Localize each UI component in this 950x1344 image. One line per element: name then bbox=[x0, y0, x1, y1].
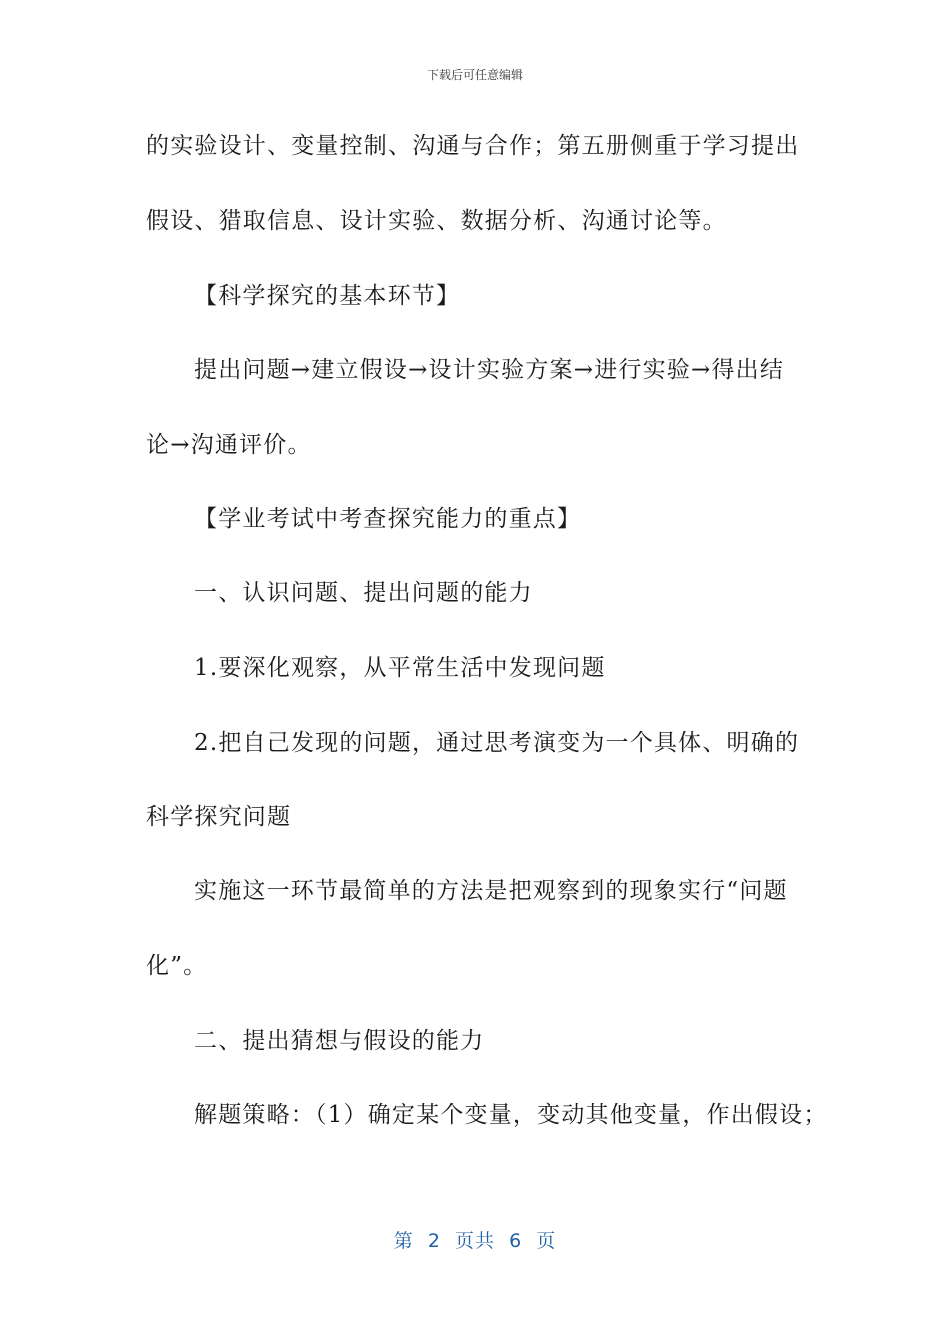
list-item: 1.要深化观察，从平常生活中发现问题 bbox=[194, 655, 606, 681]
paragraph-line: 论→沟通评价。 bbox=[146, 432, 312, 458]
paragraph-line: 实施这一环节最简单的方法是把观察到的现象实行“问题 bbox=[194, 878, 788, 904]
paragraph-line: 的实验设计、变量控制、沟通与合作；第五册侧重于学习提出 bbox=[146, 133, 800, 159]
paragraph-line: 化”。 bbox=[146, 953, 208, 979]
paragraph-line: 假设、猎取信息、设计实验、数据分析、沟通讨论等。 bbox=[146, 208, 727, 234]
paragraph-line: 科学探究问题 bbox=[146, 804, 292, 830]
page-number: 第 2 页共 6 页 bbox=[393, 1230, 557, 1252]
header-note: 下载后可任意编辑 bbox=[426, 68, 523, 82]
paragraph-line: 解题策略：（1）确定某个变量，变动其他变量，作出假设； bbox=[194, 1102, 828, 1128]
paragraph-line: 提出问题→建立假设→设计实验方案→进行实验→得出结 bbox=[194, 357, 785, 383]
section-heading: 【科学探究的基本环节】 bbox=[194, 283, 461, 309]
list-item: 2.把自己发现的问题，通过思考演变为一个具体、明确的 bbox=[194, 730, 800, 756]
section-heading: 【学业考试中考查探究能力的重点】 bbox=[194, 506, 582, 532]
subsection-heading: 二、提出猜想与假设的能力 bbox=[194, 1028, 485, 1054]
subsection-heading: 一、认识问题、提出问题的能力 bbox=[194, 580, 533, 606]
